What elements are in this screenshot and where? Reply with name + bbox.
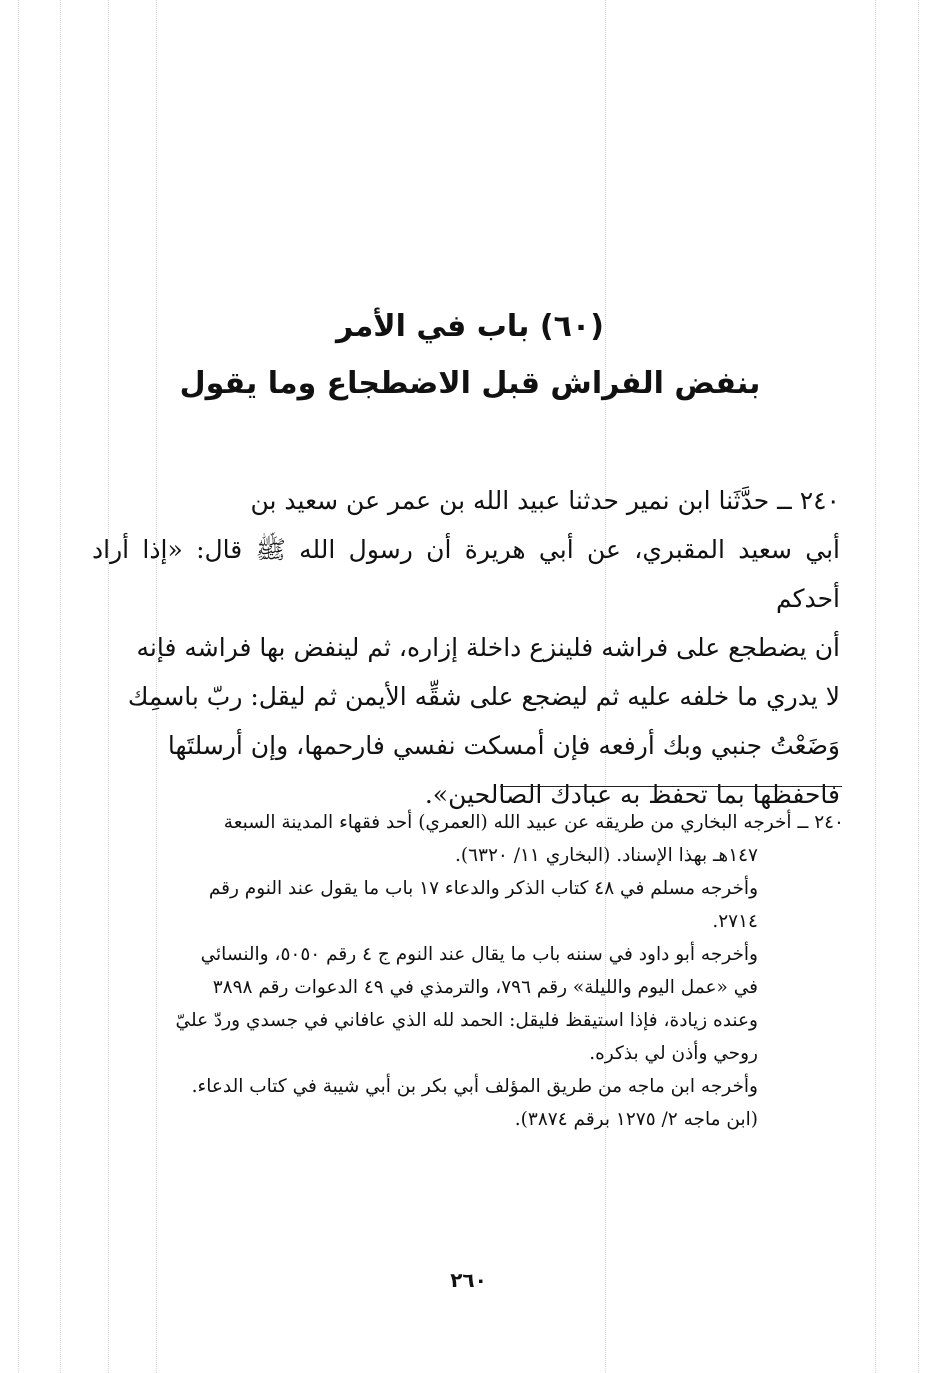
- footnotes: [88, 806, 844, 1136]
- scan-artifact-line: [918, 0, 919, 1373]
- hadith-line: فاحفظها بما تحفظ به عبادك الصالحين».: [424, 780, 840, 809]
- scan-artifact-line: [60, 0, 61, 1373]
- hadith-line: وَضَعْتُ جنبي وبك أرفعه فإن أمسكت نفسي فارحمها، وإن أرسلتَها: [167, 731, 840, 760]
- hadith-line: ٢٤٠ ــ حدَّثَنا ابن نمير حدثنا عبيد الله بن عمر عن سعيد بن: [250, 486, 840, 515]
- footnote-divider: [500, 786, 842, 787]
- footnote-line: وأخرجه أبو داود في سننه باب ما يقال عند النوم ج ٤ رقم ٥٠٥٠، والنسائي: [200, 944, 758, 965]
- hadith-line: أن يضطجع على فراشه فلينزع داخلة إزاره، ثم لينفض بها فراشه فإنه: [136, 633, 840, 662]
- hadith-text: [92, 476, 840, 819]
- footnote-line: روحي وأذن لي بذكره.: [589, 1043, 758, 1064]
- footnote-line: ١٤٧هـ بهذا الإسناد. (البخاري ١١/ ٦٣٢٠).: [455, 845, 758, 866]
- footnote-line: (ابن ماجه ٢/ ١٢٧٥ برقم ٣٨٧٤).: [514, 1109, 758, 1130]
- scan-artifact-line: [875, 0, 876, 1373]
- footnote-line: وعنده زيادة، فإذا استيقظ فليقل: الحمد لله الذي عافاني في جسدي وردّ عليّ: [175, 1010, 758, 1031]
- footnote-line: ٢٤٠ ــ أخرجه البخاري من طريقه عن عبيد الله (العمري) أحد فقهاء المدينة السبعة: [223, 812, 844, 833]
- footnote-line: وأخرجه ابن ماجه من طريق المؤلف أبي بكر بن أبي شيبة في كتاب الدعاء.: [191, 1076, 758, 1097]
- chapter-title-line1: (٦٠) باب في الأمر: [336, 309, 604, 344]
- footnote-line: وأخرجه مسلم في ٤٨ كتاب الذكر والدعاء ١٧ باب ما يقول عند النوم رقم: [208, 878, 758, 899]
- page-number: ٢٦٠: [450, 1268, 487, 1292]
- scan-artifact-line: [18, 0, 19, 1373]
- footnote-line: ٢٧١٤.: [712, 911, 758, 932]
- chapter-title-line2: بنفض الفراش قبل الاضطجاع وما يقول: [179, 366, 761, 401]
- footnote-line: في «عمل اليوم والليلة» رقم ٧٩٦، والترمذي في ٤٩ الدعوات رقم ٣٨٩٨: [212, 977, 758, 998]
- hadith-line: أبي سعيد المقبري، عن أبي هريرة أن رسول الله ﷺ قال: «إذا أراد أحدكم: [92, 535, 840, 613]
- hadith-line: لا يدري ما خلفه عليه ثم ليضجع على شقِّه الأيمن ثم ليقل: ربّ باسمِك: [127, 682, 840, 711]
